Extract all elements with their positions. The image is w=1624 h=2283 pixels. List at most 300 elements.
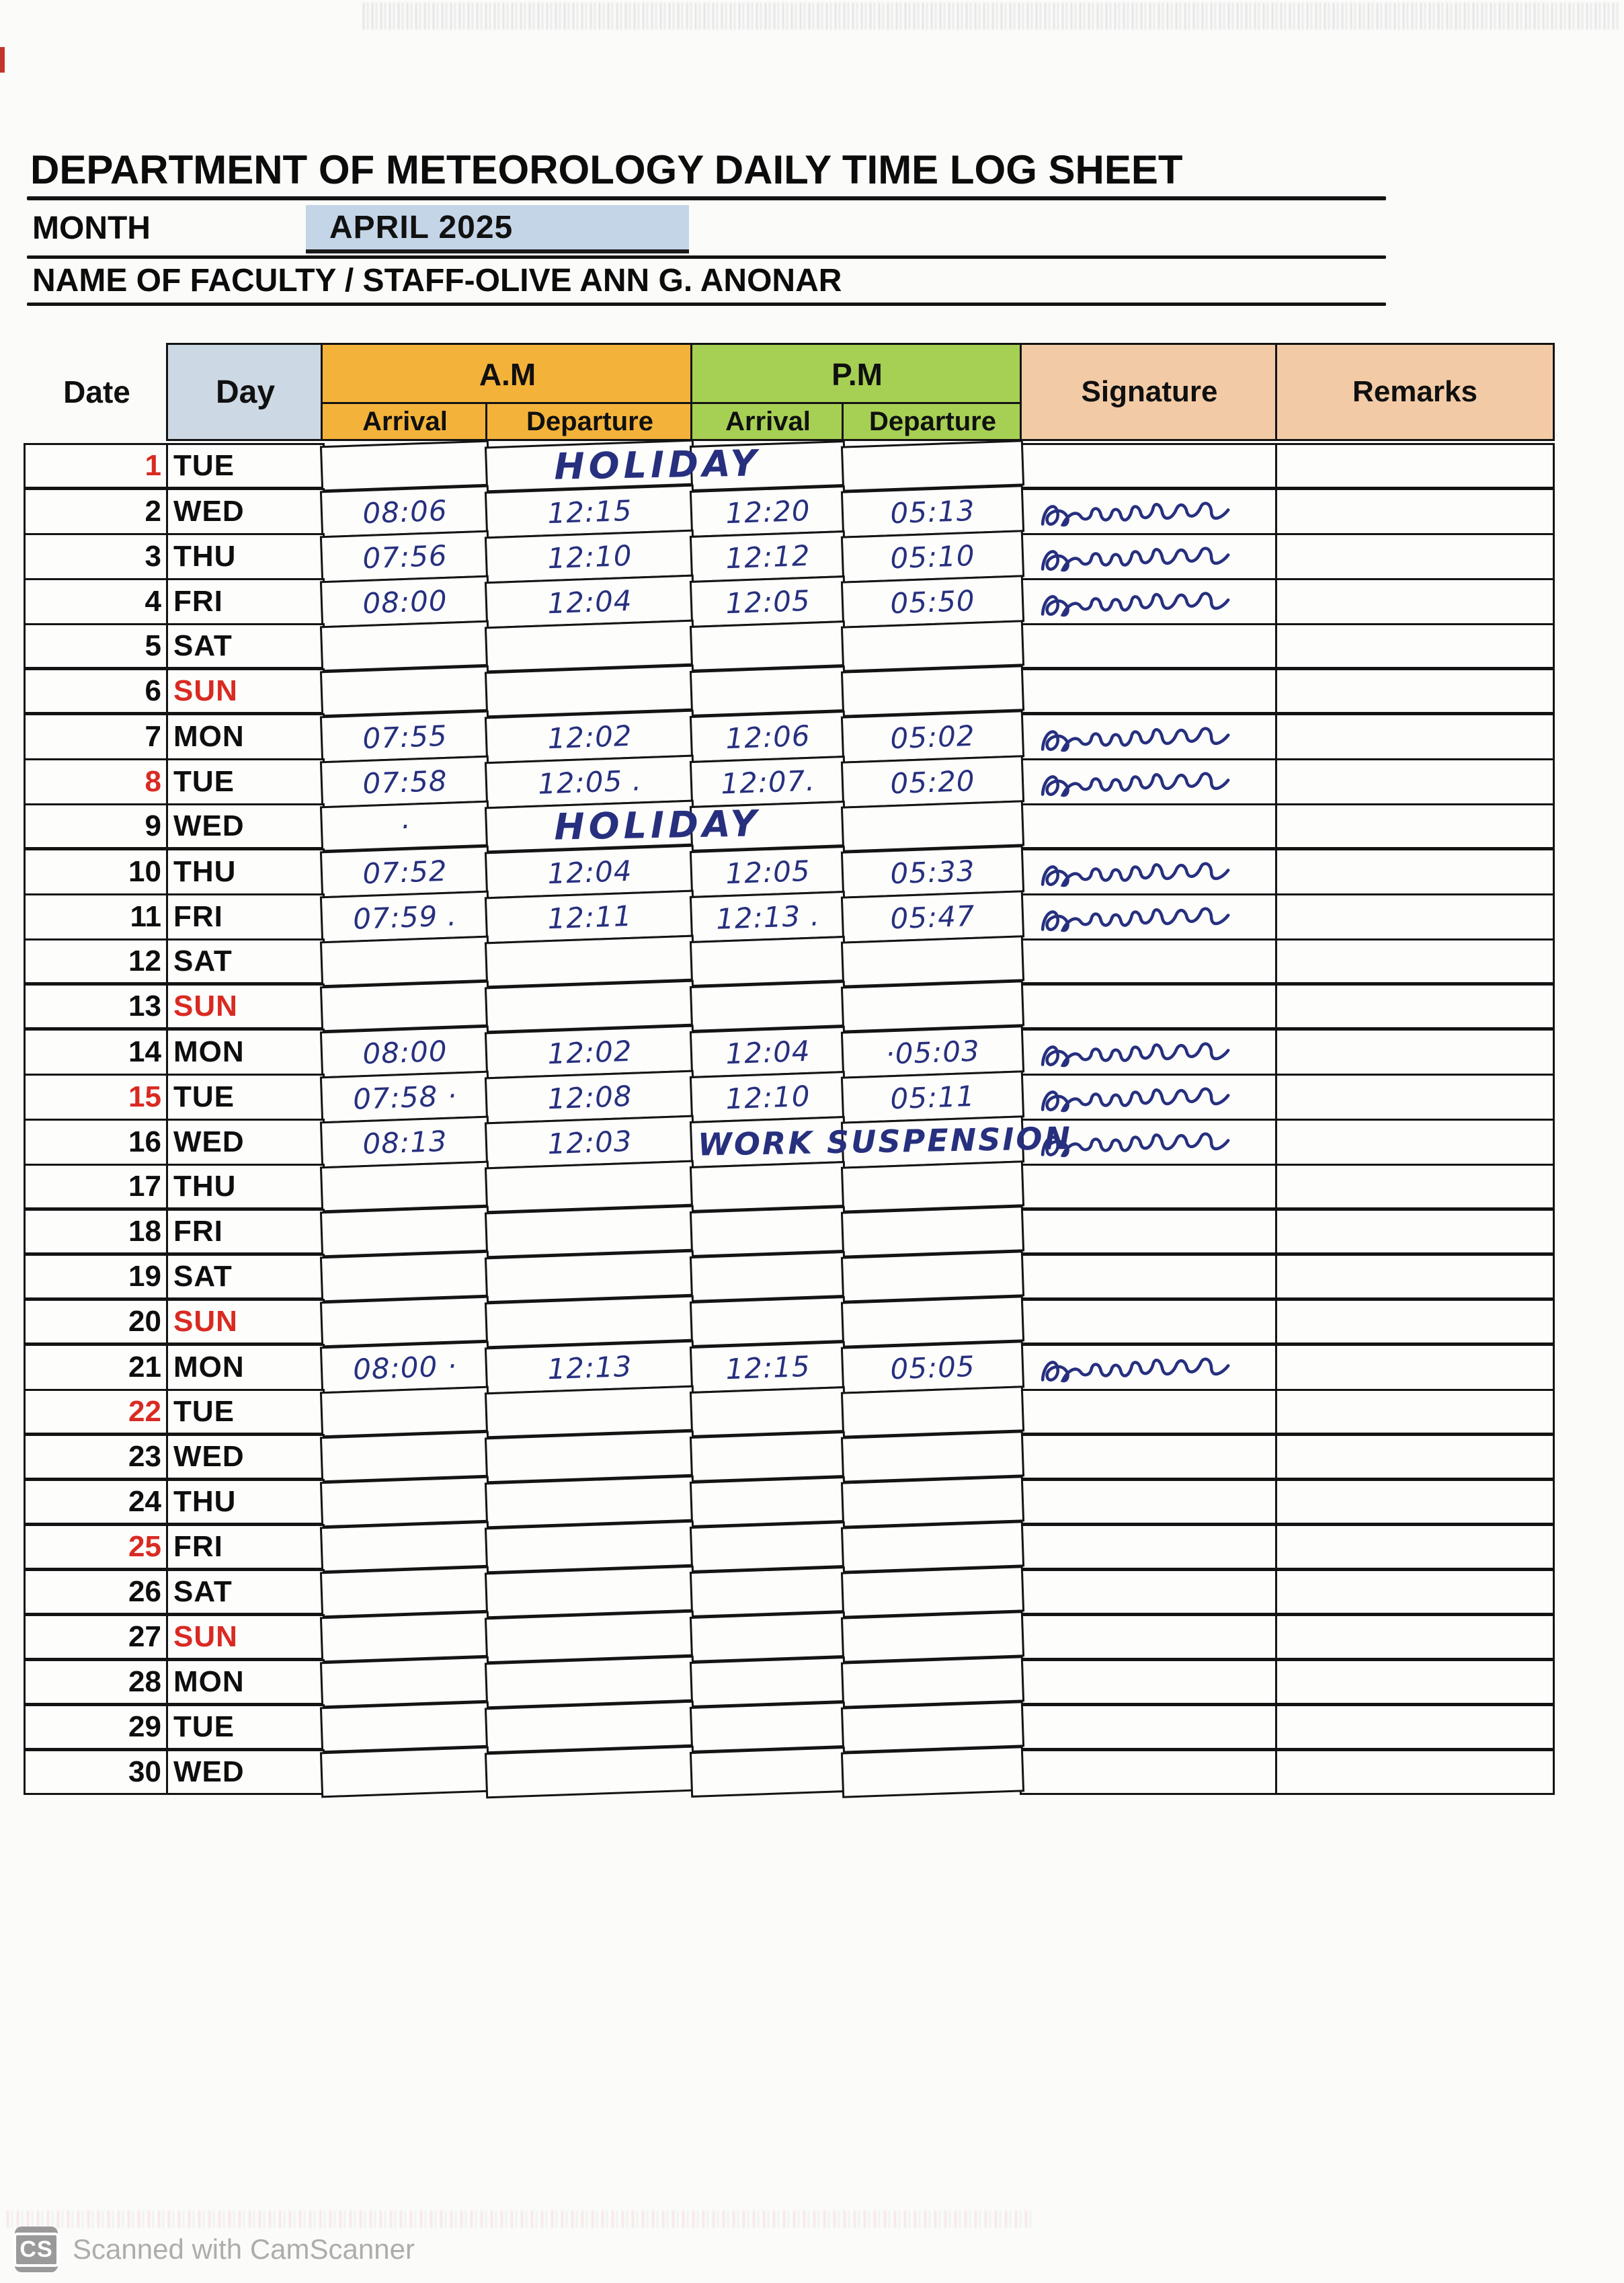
signature-cell — [1022, 805, 1277, 847]
remarks-cell — [1277, 1616, 1553, 1658]
table-row — [26, 441, 1553, 488]
am-arrival-cell — [322, 668, 488, 715]
am-departure-cell: 12:15 — [487, 487, 693, 537]
am-departure-cell — [487, 442, 693, 491]
scan-artifact-bottom — [7, 2210, 1035, 2228]
signature-cell — [1022, 670, 1277, 712]
remarks-cell — [1277, 940, 1553, 982]
signature-cell — [1022, 1031, 1277, 1074]
date-cell: 22 — [26, 1391, 168, 1433]
date-cell: 19 — [26, 1256, 168, 1297]
table-header — [26, 345, 1553, 439]
day-cell: THU — [168, 1166, 323, 1207]
table-row — [26, 1256, 1553, 1297]
am-departure-cell — [487, 1748, 693, 1797]
signature-cell — [1022, 1481, 1277, 1523]
table-row — [26, 625, 1553, 667]
am-arrival-cell: 07:58 · — [322, 1073, 488, 1122]
am-arrival-cell — [322, 1298, 488, 1346]
pm-arrival-cell: 12:05 — [692, 577, 844, 626]
date-cell: 4 — [26, 580, 168, 623]
table-row — [26, 1121, 1553, 1162]
remarks-cell — [1277, 1526, 1553, 1568]
pm-departure-cell — [843, 1478, 1022, 1525]
pm-arrival-cell — [692, 1388, 844, 1435]
pm-departure-cell — [843, 667, 1022, 715]
date-cell: 27 — [26, 1616, 168, 1658]
page-title: DEPARTMENT OF METEOROLOGY DAILY TIME LOG SHEET — [30, 147, 1183, 192]
am-arrival-cell: 08:06 — [322, 487, 488, 536]
date-cell: 3 — [26, 535, 168, 578]
date-cell: 5 — [26, 625, 168, 667]
pm-arrival-cell: 12:06 — [692, 713, 844, 761]
signature-cell — [1022, 1301, 1277, 1343]
pm-arrival-cell — [692, 803, 844, 850]
pm-arrival-cell: 12:15 — [692, 1343, 844, 1392]
day-cell: SAT — [168, 625, 323, 667]
table-row — [26, 986, 1553, 1027]
column-header-am-departure: Departure — [487, 404, 692, 439]
remarks-cell — [1277, 1751, 1553, 1793]
day-cell: WED — [168, 1121, 323, 1164]
pm-departure-cell: 05:50 — [843, 577, 1022, 626]
pm-arrival-cell — [692, 1478, 844, 1525]
day-cell: TUE — [168, 760, 323, 803]
am-arrival-cell: 08:00 · — [322, 1343, 488, 1392]
pm-departure-cell — [843, 1523, 1022, 1570]
date-cell: 18 — [26, 1211, 168, 1252]
pm-arrival-cell — [692, 1298, 844, 1345]
pm-arrival-cell — [692, 1568, 844, 1615]
date-cell: 1 — [26, 445, 168, 487]
signature-cell — [1022, 1391, 1277, 1433]
am-arrival-cell — [322, 1253, 488, 1301]
pm-departure-cell: 05:33 — [843, 847, 1022, 896]
pm-arrival-cell — [692, 1208, 844, 1255]
day-cell: SAT — [168, 940, 323, 982]
divider — [27, 255, 1386, 259]
day-cell: MON — [168, 1031, 323, 1074]
faculty-name: NAME OF FACULTY / STAFF-OLIVE ANN G. ANONAR — [32, 263, 842, 298]
remarks-cell — [1277, 895, 1553, 938]
signature-cell — [1022, 1076, 1277, 1119]
table-row — [26, 1436, 1553, 1478]
signature-cell — [1022, 895, 1277, 938]
remarks-cell — [1277, 1436, 1553, 1478]
table-row — [26, 801, 1553, 848]
date-cell: 15 — [26, 1076, 168, 1119]
camscanner-icon — [15, 2227, 58, 2272]
pm-arrival-cell: 12:04 — [692, 1028, 844, 1076]
day-cell: THU — [168, 1481, 323, 1523]
remarks-cell — [1277, 1256, 1553, 1297]
am-arrival-cell — [322, 1388, 488, 1436]
pm-arrival-cell: 12:20 — [692, 487, 844, 536]
pm-departure-cell — [843, 1297, 1022, 1345]
date-cell: 9 — [26, 805, 168, 847]
am-arrival-cell: 07:59 . — [322, 893, 488, 942]
signature-cell — [1022, 1346, 1277, 1389]
table-row — [26, 1211, 1553, 1252]
am-arrival-cell — [322, 1749, 488, 1796]
am-departure-cell: 12:02 — [487, 712, 693, 762]
pm-departure-cell — [843, 1613, 1022, 1660]
remarks-cell — [1277, 760, 1553, 803]
am-arrival-cell: 07:55 — [322, 713, 488, 762]
table-row — [26, 535, 1553, 577]
signature-cell — [1022, 535, 1277, 578]
remarks-cell — [1277, 1571, 1553, 1613]
remarks-cell — [1277, 625, 1553, 667]
day-cell: MON — [168, 1346, 323, 1389]
am-departure-cell — [487, 1433, 693, 1482]
day-cell: SAT — [168, 1256, 323, 1297]
am-departure-cell: 12:10 — [487, 532, 693, 582]
table-row — [26, 760, 1553, 802]
pm-arrival-cell — [692, 1523, 844, 1570]
pm-departure-cell: 05:02 — [843, 712, 1022, 761]
remarks-cell — [1277, 1661, 1553, 1703]
am-departure-cell — [487, 622, 693, 671]
table-row — [26, 850, 1553, 892]
table-row — [26, 1706, 1553, 1748]
am-arrival-cell — [322, 1163, 488, 1211]
pm-arrival-cell — [692, 623, 844, 670]
am-departure-cell — [487, 1523, 693, 1572]
day-cell: WED — [168, 1436, 323, 1478]
remarks-cell — [1277, 1121, 1553, 1164]
am-departure-cell — [487, 1568, 693, 1617]
am-arrival-cell: 07:58 — [322, 758, 488, 807]
am-arrival-cell — [322, 1478, 488, 1526]
am-arrival-cell: 08:13 — [322, 1118, 488, 1167]
pm-departure-cell — [843, 1162, 1022, 1210]
column-header-pm-departure: Departure — [844, 404, 1022, 439]
pm-departure-cell — [843, 937, 1022, 985]
table-row — [26, 1031, 1553, 1072]
table-row — [26, 670, 1553, 712]
am-departure-cell — [487, 667, 693, 716]
signature-cell — [1022, 1661, 1277, 1703]
signature-cell — [1022, 625, 1277, 667]
remarks-cell — [1277, 670, 1553, 712]
remarks-cell — [1277, 850, 1553, 893]
date-cell: 30 — [26, 1751, 168, 1793]
table-row — [26, 1391, 1553, 1433]
am-departure-cell — [487, 1658, 693, 1707]
time-log-table — [26, 345, 1553, 1796]
pm-arrival-cell: 12:07. — [692, 758, 844, 806]
day-cell: FRI — [168, 580, 323, 623]
column-header-pm-arrival: Arrival — [692, 404, 844, 439]
column-header-signature: Signature — [1022, 345, 1277, 439]
pm-arrival-cell — [692, 1658, 844, 1706]
signature-scribble — [1034, 757, 1237, 807]
signature-scribble — [1034, 487, 1237, 536]
signature-cell — [1022, 1166, 1277, 1207]
table-row — [26, 1166, 1553, 1207]
signature-cell — [1022, 1751, 1277, 1793]
day-cell: SUN — [168, 986, 323, 1027]
column-header-remarks: Remarks — [1277, 345, 1553, 439]
am-arrival-cell — [322, 938, 488, 986]
table-row — [26, 490, 1553, 532]
date-cell: 29 — [26, 1706, 168, 1748]
divider — [27, 196, 1386, 200]
signature-scribble — [1034, 1027, 1237, 1077]
signature-scribble — [1034, 712, 1237, 762]
month-value: APRIL 2025 — [329, 209, 514, 245]
pm-departure-cell — [843, 1388, 1022, 1435]
am-arrival-cell — [322, 1568, 488, 1616]
date-cell: 8 — [26, 760, 168, 803]
am-departure-cell: 12:13 — [487, 1343, 693, 1393]
am-departure-cell: 12:04 — [487, 577, 693, 627]
pm-arrival-cell — [692, 1253, 844, 1300]
am-departure-cell: 12:08 — [487, 1072, 693, 1123]
work-suspension-note: WORK SUSPENSION — [697, 1119, 1073, 1163]
date-cell: 2 — [26, 490, 168, 533]
date-cell: 10 — [26, 850, 168, 893]
date-cell: 23 — [26, 1436, 168, 1478]
signature-cell — [1022, 1616, 1277, 1658]
signature-cell — [1022, 580, 1277, 623]
date-cell: 11 — [26, 895, 168, 938]
pm-departure-cell: 05:20 — [843, 757, 1022, 806]
holiday-note: HOLIDAY — [553, 441, 762, 488]
signature-cell — [1022, 1526, 1277, 1568]
month-label: MONTH — [32, 210, 151, 246]
remarks-cell — [1277, 1706, 1553, 1748]
day-cell: MON — [168, 1661, 323, 1703]
camscanner-icon-label: CS — [13, 2233, 58, 2267]
day-cell: WED — [168, 805, 323, 847]
day-cell: TUE — [168, 445, 323, 487]
pm-arrival-cell — [692, 938, 844, 985]
am-departure-cell — [487, 1207, 693, 1256]
log-table-body — [26, 441, 1553, 1793]
signature-cell — [1022, 850, 1277, 893]
am-departure-cell: 12:02 — [487, 1027, 693, 1078]
date-cell: 14 — [26, 1031, 168, 1074]
am-arrival-cell — [322, 983, 488, 1031]
day-cell: TUE — [168, 1076, 323, 1119]
am-arrival-cell — [322, 623, 488, 670]
am-departure-cell — [487, 1478, 693, 1527]
pm-arrival-cell — [692, 1163, 844, 1210]
pm-departure-cell — [843, 1207, 1022, 1255]
pm-arrival-cell — [692, 1704, 844, 1751]
date-cell: 13 — [26, 986, 168, 1027]
signature-cell — [1022, 445, 1277, 487]
column-header-pm: P.M — [692, 345, 1022, 404]
am-departure-cell — [487, 1613, 693, 1662]
date-cell: 7 — [26, 715, 168, 758]
camscanner-footer-text: Scanned with CamScanner — [73, 2233, 415, 2265]
am-departure-cell: 12:11 — [487, 892, 693, 943]
pm-departure-cell: 05:05 — [843, 1343, 1022, 1392]
day-cell: THU — [168, 850, 323, 893]
table-row — [26, 1301, 1553, 1343]
am-departure-cell: 12:05 . — [487, 757, 693, 807]
remarks-cell — [1277, 1211, 1553, 1252]
scan-artifact-left — [0, 47, 5, 73]
remarks-cell — [1277, 715, 1553, 758]
signature-cell — [1022, 490, 1277, 533]
remarks-cell — [1277, 1031, 1553, 1074]
signature-cell — [1022, 1571, 1277, 1613]
am-arrival-cell: 07:56 — [322, 532, 488, 582]
pm-arrival-cell: 12:10 — [692, 1073, 844, 1121]
column-header-am-arrival: Arrival — [323, 404, 487, 439]
pm-arrival-cell — [692, 983, 844, 1030]
pm-departure-cell — [843, 1703, 1022, 1751]
divider — [27, 303, 1386, 306]
signature-scribble — [1034, 577, 1237, 627]
signature-cell — [1022, 1211, 1277, 1252]
am-arrival-cell — [322, 442, 488, 490]
signature-scribble — [1034, 1117, 1237, 1167]
table-row — [26, 1481, 1553, 1523]
am-departure-cell — [487, 1162, 693, 1211]
signature-scribble — [1034, 847, 1237, 897]
pm-arrival-cell — [692, 1118, 844, 1166]
am-departure-cell: 12:04 — [487, 847, 693, 897]
signature-cell — [1022, 940, 1277, 982]
am-departure-cell — [487, 802, 693, 851]
signature-cell — [1022, 986, 1277, 1027]
am-arrival-cell: 08:00 — [322, 577, 488, 627]
am-arrival-cell — [322, 1613, 488, 1661]
signature-scribble — [1034, 1343, 1237, 1392]
signature-scribble — [1034, 1072, 1237, 1122]
table-row — [26, 1661, 1553, 1703]
am-departure-cell — [487, 1703, 693, 1752]
table-row — [26, 1616, 1553, 1658]
date-cell: 28 — [26, 1661, 168, 1703]
am-departure-cell — [487, 1252, 693, 1301]
am-departure-cell — [487, 1297, 693, 1347]
remarks-cell — [1277, 1481, 1553, 1523]
table-row — [26, 1526, 1553, 1568]
am-departure-cell — [487, 982, 693, 1031]
signature-scribble — [1034, 532, 1237, 582]
pm-arrival-cell — [692, 668, 844, 715]
remarks-cell — [1277, 535, 1553, 578]
date-cell: 16 — [26, 1121, 168, 1164]
am-arrival-cell: · — [322, 803, 488, 850]
day-cell: FRI — [168, 1211, 323, 1252]
am-arrival-cell: 08:00 — [322, 1028, 488, 1077]
day-cell: TUE — [168, 1706, 323, 1748]
pm-arrival-cell — [692, 1433, 844, 1480]
signature-cell — [1022, 715, 1277, 758]
day-cell: SAT — [168, 1571, 323, 1613]
remarks-cell — [1277, 986, 1553, 1027]
remarks-cell — [1277, 490, 1553, 533]
pm-departure-cell — [843, 1748, 1022, 1796]
pm-arrival-cell: 12:05 — [692, 848, 844, 896]
date-cell: 26 — [26, 1571, 168, 1613]
remarks-cell — [1277, 580, 1553, 623]
remarks-cell — [1277, 1076, 1553, 1119]
pm-departure-cell: 05:47 — [843, 892, 1022, 941]
column-header-am: A.M — [323, 345, 692, 404]
pm-departure-cell — [843, 1252, 1022, 1300]
table-row — [26, 1571, 1553, 1613]
date-cell: 17 — [26, 1166, 168, 1207]
am-arrival-cell: 07:52 — [322, 848, 488, 897]
date-cell: 24 — [26, 1481, 168, 1523]
pm-arrival-cell: 12:13 . — [692, 893, 844, 941]
date-cell: 6 — [26, 670, 168, 712]
am-departure-cell — [487, 937, 693, 986]
pm-departure-cell: ·05:03 — [843, 1027, 1022, 1076]
signature-cell — [1022, 1706, 1277, 1748]
table-row — [26, 1076, 1553, 1117]
table-row — [26, 895, 1553, 937]
month-value-highlight — [306, 205, 689, 253]
day-cell: SUN — [168, 1616, 323, 1658]
table-row — [26, 1751, 1553, 1793]
column-header-date: Date — [63, 374, 130, 409]
date-cell: 12 — [26, 940, 168, 982]
date-cell: 21 — [26, 1346, 168, 1389]
date-cell: 25 — [26, 1526, 168, 1568]
day-cell: WED — [168, 1751, 323, 1793]
pm-departure-cell — [843, 1658, 1022, 1706]
day-cell: WED — [168, 490, 323, 533]
day-cell: TUE — [168, 1391, 323, 1433]
am-arrival-cell — [322, 1208, 488, 1256]
pm-departure-cell — [843, 1433, 1022, 1480]
signature-cell — [1022, 1256, 1277, 1297]
am-departure-cell: 12:03 — [487, 1117, 693, 1168]
signature-cell — [1022, 1121, 1277, 1164]
am-arrival-cell — [322, 1433, 488, 1481]
day-cell: THU — [168, 535, 323, 578]
pm-departure-cell — [843, 1568, 1022, 1615]
signature-cell — [1022, 1436, 1277, 1478]
table-row — [26, 1346, 1553, 1388]
pm-departure-cell: 05:13 — [843, 487, 1022, 536]
am-arrival-cell — [322, 1523, 488, 1571]
scan-artifact-top — [363, 3, 1620, 30]
am-arrival-cell — [322, 1658, 488, 1706]
table-row — [26, 580, 1553, 622]
holiday-note: HOLIDAY — [553, 801, 762, 848]
am-departure-cell — [487, 1388, 693, 1437]
pm-departure-cell — [843, 1117, 1022, 1166]
camscanner-footer — [15, 2227, 415, 2272]
am-arrival-cell — [322, 1704, 488, 1751]
pm-departure-cell: 05:10 — [843, 532, 1022, 581]
day-cell: MON — [168, 715, 323, 758]
table-row — [26, 940, 1553, 982]
remarks-cell — [1277, 1391, 1553, 1433]
day-cell: FRI — [168, 895, 323, 938]
pm-arrival-cell — [692, 1613, 844, 1660]
day-cell: SUN — [168, 1301, 323, 1343]
signature-scribble — [1034, 892, 1237, 942]
pm-arrival-cell — [692, 1749, 844, 1796]
pm-departure-cell — [843, 442, 1022, 489]
column-header-day: Day — [168, 345, 323, 439]
pm-departure-cell — [843, 622, 1022, 670]
signature-cell — [1022, 760, 1277, 803]
remarks-cell — [1277, 805, 1553, 847]
remarks-cell — [1277, 1346, 1553, 1389]
